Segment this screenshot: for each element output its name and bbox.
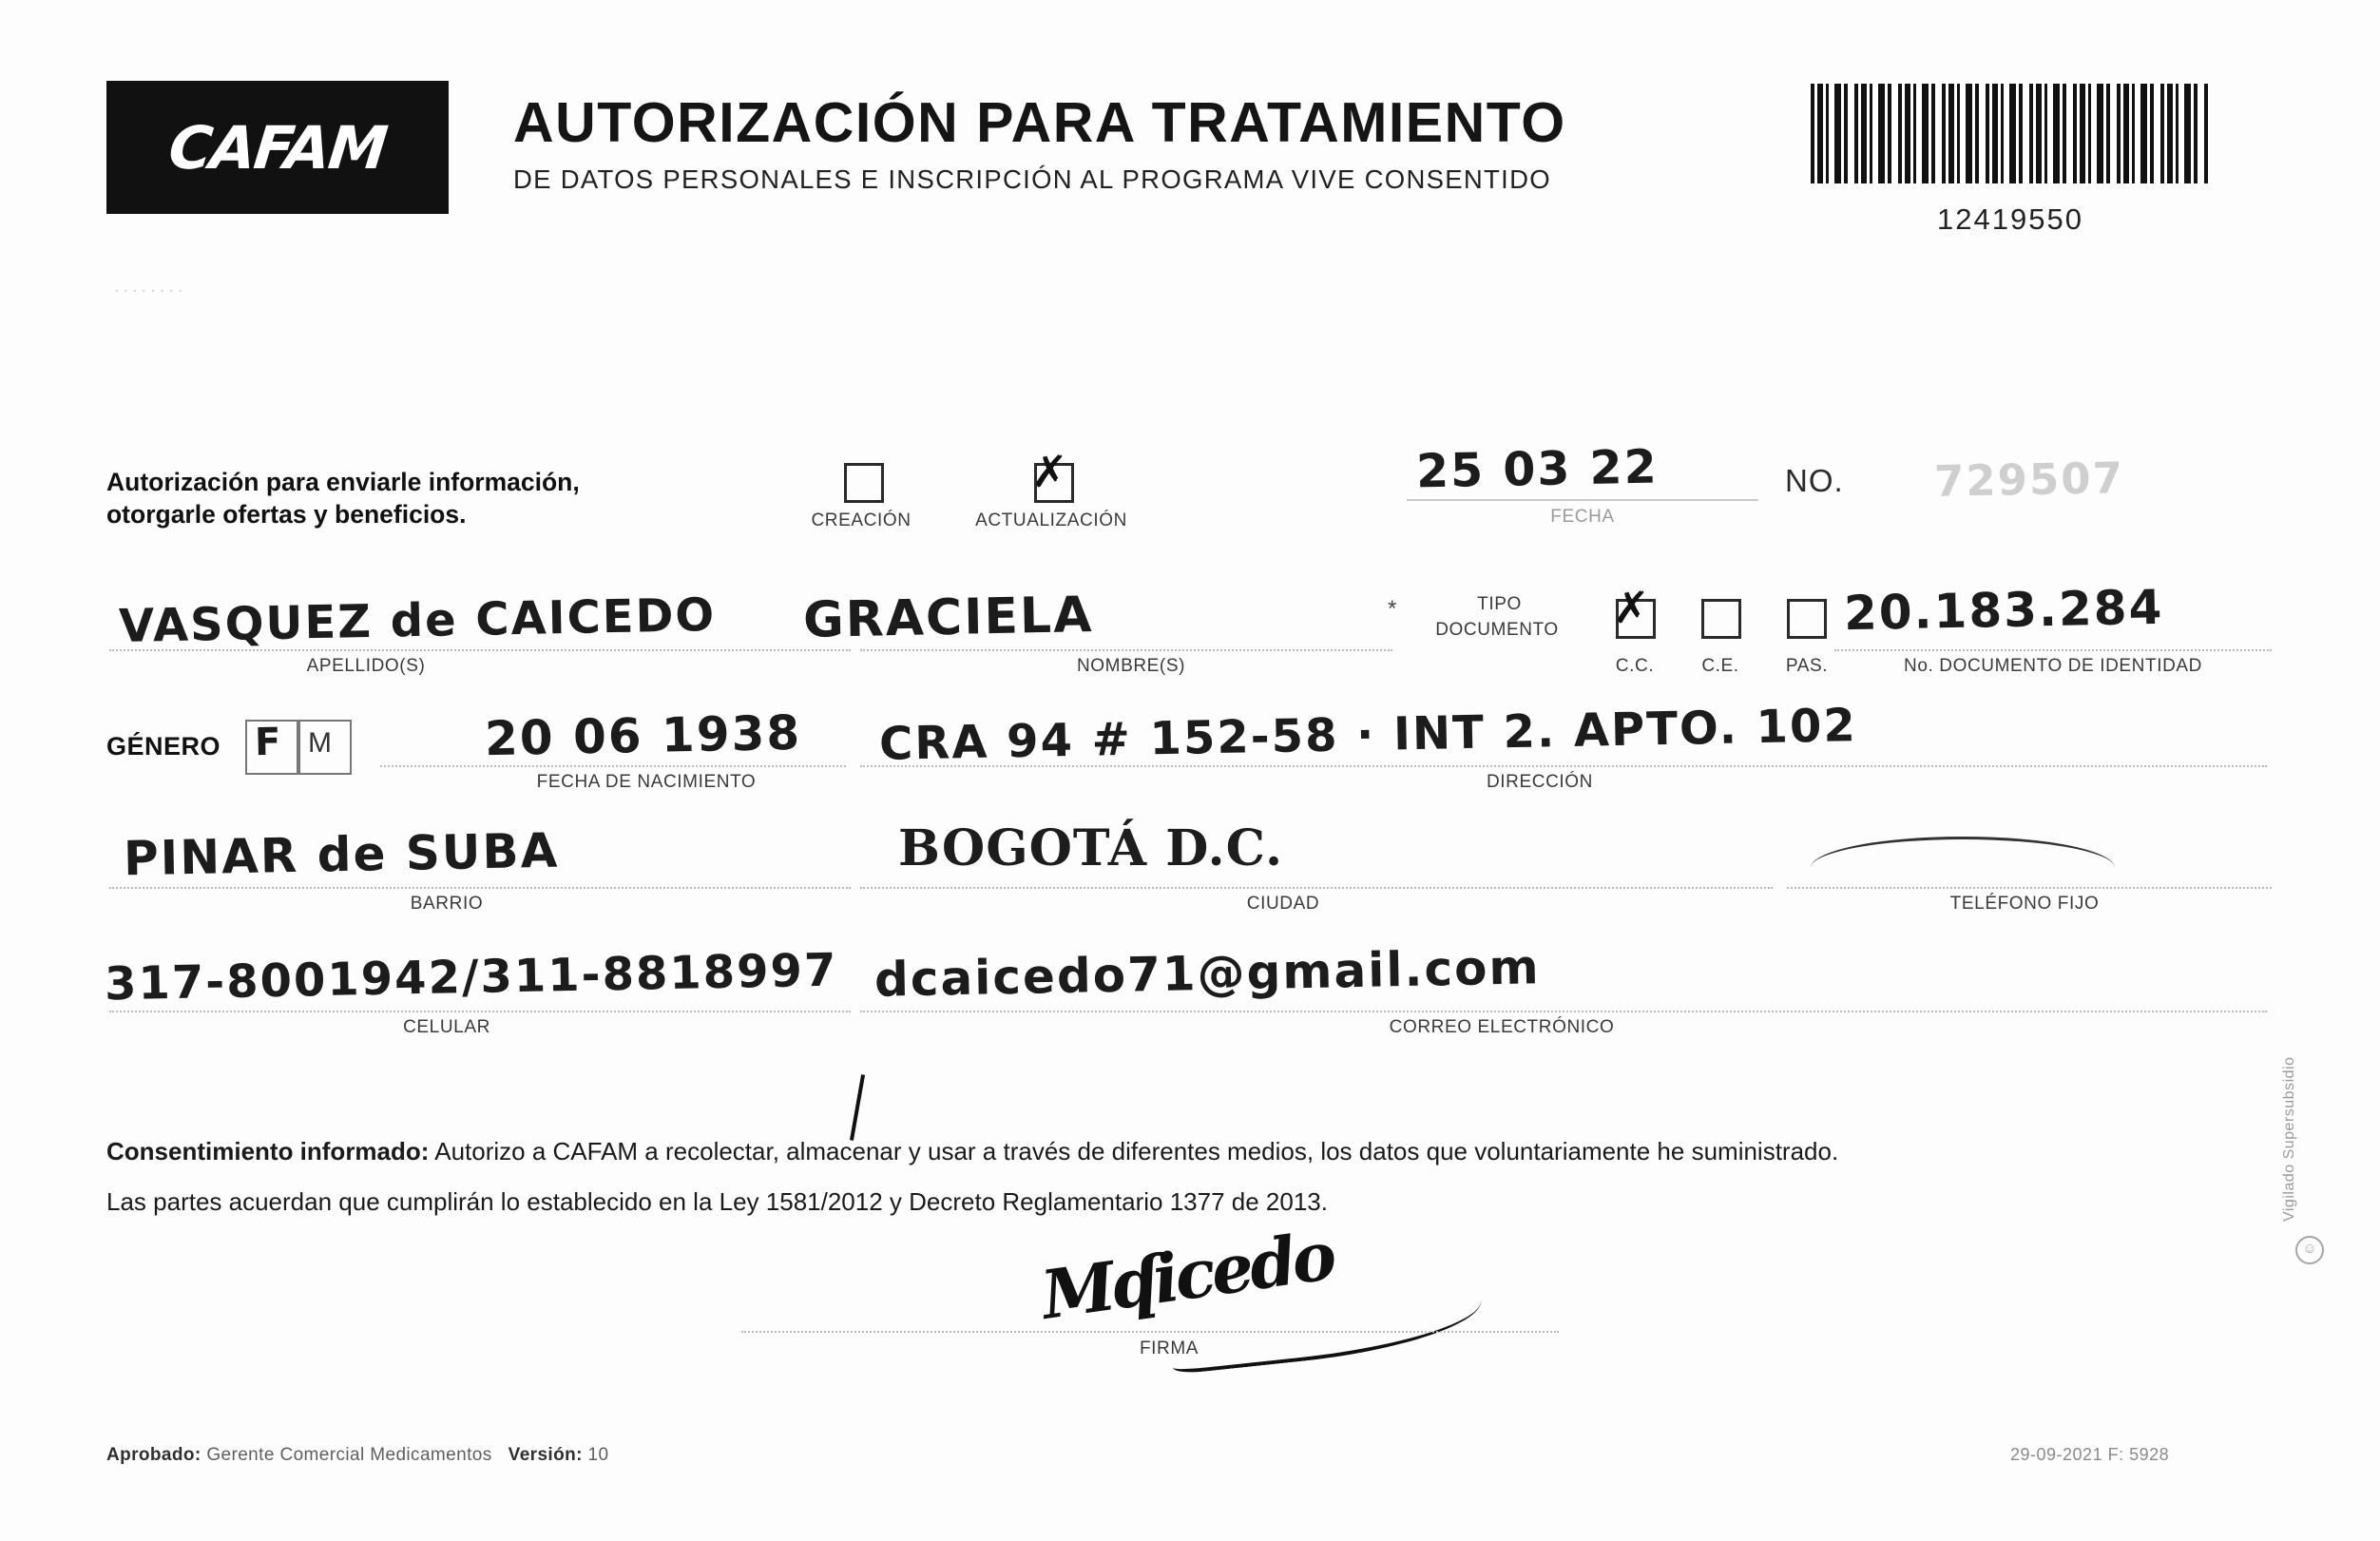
nombre-value[interactable]: GRACIELA [802,587,1094,649]
version-label: Versión: [508,1445,583,1465]
actualizacion-check-mark: ✗ [1031,446,1068,497]
fecha-nacimiento-label: FECHA DE NACIMIENTO [536,772,757,792]
version-value: 10 [587,1445,609,1465]
celular-label: CELULAR [403,1017,490,1037]
footer-right: 29-09-2021 F: 5928 [2010,1445,2170,1464]
consent-line2: Las partes acuerdan que cumplirán lo establecido en la Ley 1581/2012 y Decreto Reglamentario 1377 de 2013. [106,1187,1328,1216]
cc-check-mark: ✗ [1613,582,1650,633]
tipo-doc-label-line2: DOCUMENTO [1435,620,1559,640]
fecha-nacimiento-value[interactable]: 20 06 1938 [484,704,802,767]
barcode-number: 12419550 [1937,202,2083,236]
barcode-image [1811,84,2210,183]
actualizacion-label: ACTUALIZACIÓN [975,510,1127,530]
creacion-checkbox[interactable] [844,463,884,503]
cafam-logo [106,81,449,214]
barrio-label: BARRIO [410,894,484,914]
firma-label: FIRMA [1139,1339,1200,1358]
authorization-text [106,466,580,530]
genero-label: GÉNERO [106,732,221,761]
direccion-value[interactable]: CRA 94 # 152-58 · INT 2. APTO. 102 [878,699,1858,771]
apellido-label: APELLIDO(S) [306,656,426,676]
authorization-line2: otorgarle ofertas y beneficios. [106,500,467,529]
footer-left [106,1445,608,1466]
consent-line1: Autorizo a CAFAM a recolectar, almacenar y usar a través de diferentes medios, los datos que voluntariamente he suministrado. [429,1137,1839,1165]
documento-label: No. DOCUMENTO DE IDENTIDAD [1904,656,2202,676]
documento-value[interactable]: 20.183.284 [1843,579,2164,642]
telefono-label: TELÉFONO FIJO [1949,894,2100,914]
celular-value[interactable]: 317-8001942/311-8818997 [104,943,838,1011]
creacion-label: CREACIÓN [811,510,912,530]
fecha-label: FECHA [1550,507,1615,527]
pas-label: PAS. [1785,656,1829,676]
aprobado-label: Aprobado: [106,1445,202,1465]
ce-checkbox[interactable] [1701,599,1741,639]
authorization-line1: Autorización para enviarle información, [106,468,580,496]
consent-bold-label: Consentimiento informado: [106,1137,430,1165]
apellido-value[interactable]: VASQUEZ de CAICEDO [118,588,717,654]
aprobado-value: Gerente Comercial Medicamentos [206,1445,492,1465]
title-block [513,90,1768,195]
direccion-label: DIRECCIÓN [1486,772,1593,792]
page-subtitle: DE DATOS PERSONALES E INSCRIPCIÓN AL PROGRAMA VIVE CONSENTIDO [513,164,1551,194]
ce-label: C.E. [1701,656,1739,676]
no-value[interactable]: 729507 [1933,453,2125,507]
tipo-doc-label-line1: TIPO [1477,594,1522,614]
signature-mark: Mʠicedo [1036,1215,1338,1336]
genero-f-option[interactable]: F [254,720,283,765]
tipo-doc-asterisk: * [1388,596,1397,622]
no-label: NO. [1785,463,1844,498]
correo-label: CORREO ELECTRÓNICO [1389,1017,1615,1037]
nombre-label: NOMBRE(S) [1076,656,1186,676]
cafam-logo-text: CAFAM [165,112,390,183]
genero-m-option[interactable]: M [308,727,332,759]
fecha-value[interactable]: 25 03 22 [1415,439,1660,499]
pas-checkbox[interactable] [1787,599,1827,639]
consent-block [106,1127,2293,1227]
page-title: AUTORIZACIÓN PARA TRATAMIENTO [513,91,1566,154]
ciudad-value[interactable]: BOGOTÁ D.C. [898,819,1284,877]
telefono-stroke [1811,837,2115,868]
vigilado-seal-icon: ☺ [2295,1236,2324,1264]
barrio-value[interactable]: PINAR de SUBA [123,822,560,887]
vigilado-note: Vigilado Supersubsidio [2281,1056,2297,1222]
correo-value[interactable]: dcaicedo71@gmail.com [873,939,1542,1008]
ciudad-label: CIUDAD [1246,894,1320,914]
faint-header-note: ........ [114,276,187,297]
cc-label: C.C. [1615,656,1655,676]
